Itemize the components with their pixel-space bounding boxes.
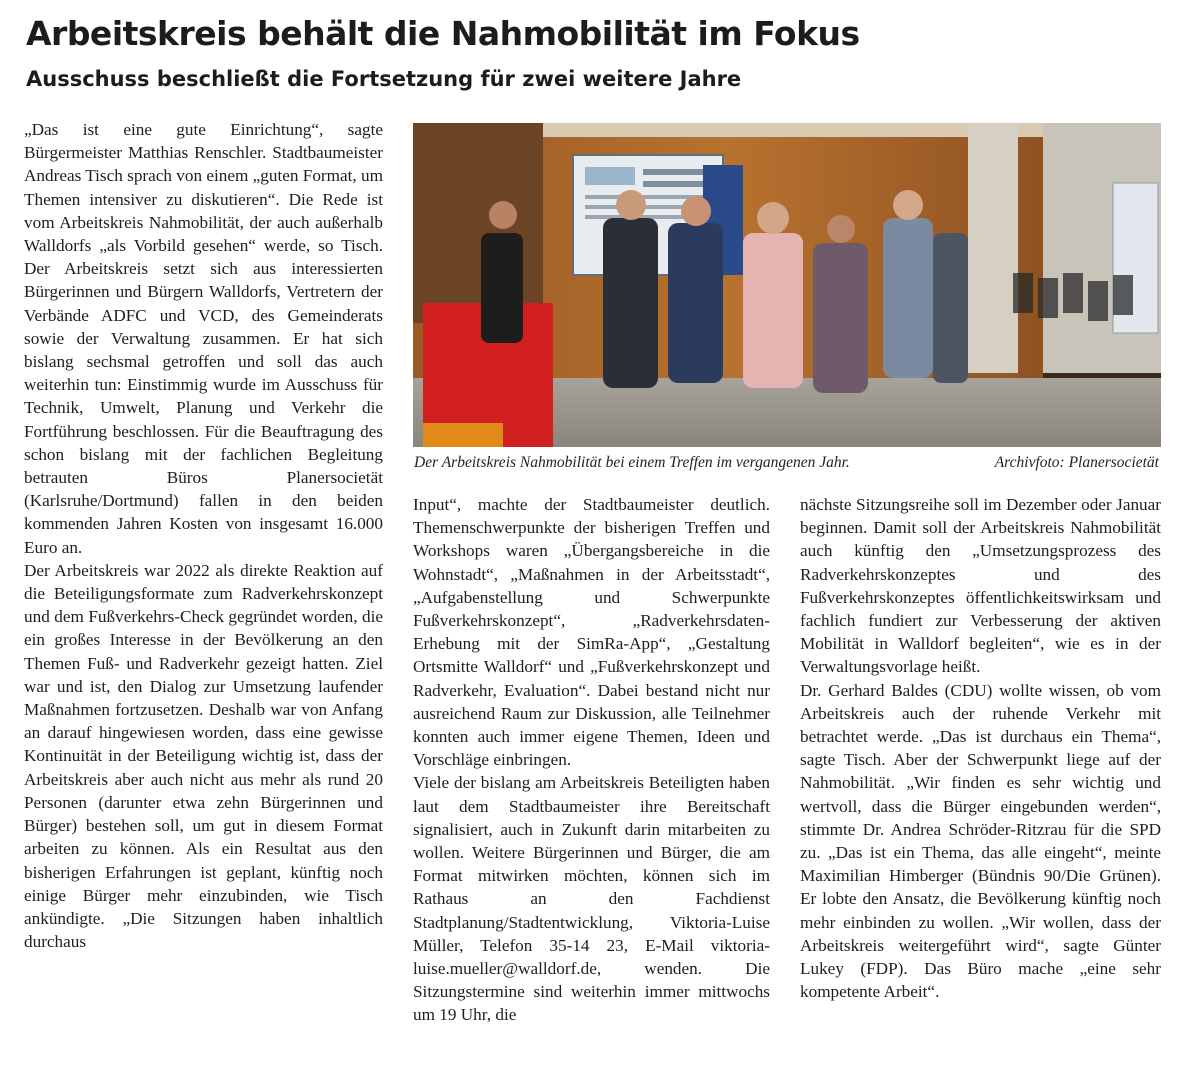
paragraph: Viele der bislang am Arbeitskreis Beteiligten haben laut dem Stadtbaumeister ihre Bereitschaft signalisiert, auch in Zukunft darin mitarbeiten zu wollen. Weitere Bürgerinnen und Bürger, die am Format mitwirken möchten, können sich im Rathaus an den Fachdienst Stadtplanung/Stadtentwicklung, Viktoria-Luise Müller, Telefon 35-14 23, E-Mail viktoria-luise.mueller@walldorf.de, wenden. Die Sitzungstermine sind weiterhin immer mittwochs um 19 Uhr, die [413, 773, 770, 1025]
paragraph: Input“, machte der Stadtbaumeister deutlich. Themenschwerpunkte der bisherigen Treffen und Workshops waren „Übergangsbereiche in die Wohnstadt“, „Maßnahmen in der Arbeitsstadt“, „Aufgabenstellung und Schwerpunkte Fußverkehrskonzept“, „Radverkehrsdaten-Erhebung mit der SimRa-App“, „Gestaltung Ortsmitte Walldorf“ und „Fußverkehrskonzept und Radverkehr, Evaluation“. Dabei bestand nicht nur ausreichend Raum zur Diskussion, alle Teilnehmer konnten auch immer eigene Themen, Ideen und Vorschläge einbringen. [413, 495, 770, 770]
paragraph: nächste Sitzungsreihe soll im Dezember oder Januar beginnen. Damit soll der Arbeitskreis Nahmobilität auch künftig den „Umsetzungsprozess des Radverkehrskonzeptes und des Fußverkehrskonzeptes öffentlichkeitswirksam und fachlich fundiert zur Verbesserung der aktiven Mobilität in Walldorf begleiten“, wie es in der Verwaltungsvorlage heißt. [800, 495, 1161, 677]
photo-caption: Der Arbeitskreis Nahmobilität bei einem Treffen im vergangenen Jahr. [414, 454, 850, 471]
paragraph: Dr. Gerhard Baldes (CDU) wollte wissen, ob vom Arbeitskreis auch der ruhende Verkehr mit betrachtet werde. „Das ist durchaus ein Thema“, sagte Tisch. Aber der Schwerpunkt liege auf der Nahmobilität. „Wir finden es sehr wichtig und wertvoll, dass die Bürger eingebunden werden“, stimmte Dr. Andrea Schröder-Ritzrau für die SPD zu. „Das ist ein Thema, das alle eingeht“, meinte Maximilian Himberger (Bündnis 90/Die Grünen). Er lobte den Ansatz, die Bevölkerung künftig noch mehr einbinden zu wollen. „Wir wollen, dass der Arbeitskreis weitergeführt wird“, sagte Günter Lukey (FDP). Das Büro mache „eine sehr kompetente Arbeit“. [800, 680, 1161, 1002]
article-column-3 [800, 493, 1161, 1003]
paragraph: „Das ist eine gute Einrichtung“, sagte Bürgermeister Matthias Renschler. Stadtbaumeister Andreas Tisch sprach von einem „guten Format, um Themen intensiver zu diskutieren“. Die Rede ist vom Arbeitskreis Nahmobilität, der auch außerhalb Walldorfs „als Vorbild gesehen“ werde, so Tisch. Der Arbeitskreis setzt sich aus interessierten Bürgerinnen und Bürgern Walldorfs, Vertretern der Verbände ADFC und VCD, des Gemeinderats sowie der Verwaltung zusammen. Er hat sich bislang sechsmal getroffen und soll das auch weiterhin tun: Einstimmig wurde im Ausschuss für Technik, Umwelt, Planung und Verkehr die Fortführung beschlossen. Für die Beauftragung des schon bislang mit der fachlichen Begleitung betrauten Büros Planersocietät (Karlsruhe/Dortmund) fallen in den beiden kommenden Jahren Kosten von insgesamt 16.000 Euro an. [24, 120, 383, 557]
headline: Arbeitskreis behält die Nahmobilität im Fokus [26, 14, 860, 53]
article-column-1 [24, 118, 383, 953]
subheadline: Ausschuss beschließt die Fortsetzung für zwei weitere Jahre [26, 67, 742, 91]
photo-credit: Archivfoto: Planersocietät [994, 454, 1159, 471]
article-column-2 [413, 493, 770, 1027]
paragraph: Der Arbeitskreis war 2022 als direkte Reaktion auf die Beteiligungsformate zum Radverkehrskonzept und dem Fußverkehrs-Check gegründet worden, die ein großes Interesse in der Bevölkerung an den Themen Fuß- und Radverkehr gezeigt hatten. Ziel war und ist, den Dialog zur Umsetzung laufender Maßnahmen fortzusetzen. Deshalb war von Anfang an darauf hingewiesen worden, dass eine gewisse Kontinuität in der Beteiligung wichtig ist, dass der Arbeitskreis aber auch nicht aus mehr als rund 20 Personen (darunter etwa zehn Bürgerinnen und Bürger) bestehen soll, um gut in diesem Format arbeiten zu können. Als ein Resultat aus den bisherigen Erfahrungen ist geplant, künftig noch einige Bürger mehr einzubinden, wie Tisch ankündigte. „Die Sitzungen haben inhaltlich durchaus [24, 560, 383, 952]
article-photo [413, 123, 1161, 447]
